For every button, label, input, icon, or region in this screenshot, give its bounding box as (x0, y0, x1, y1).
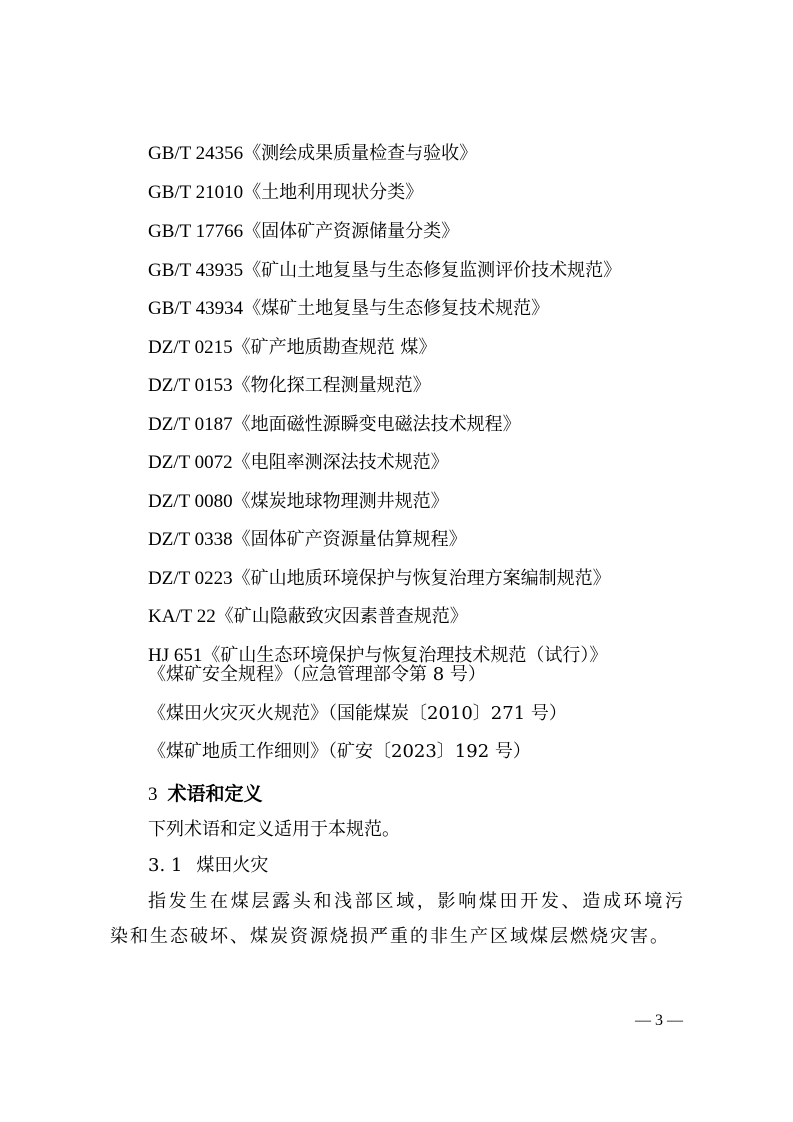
reference-title: 《矿山隐蔽致灾因素普查规范》 (215, 606, 468, 627)
term-heading (148, 848, 268, 884)
section-number: 3 (148, 784, 158, 805)
regulation-item: 《煤矿安全规程》（应急管理部令第 8 号） (148, 664, 486, 685)
reference-item (148, 522, 467, 558)
reference-code: DZ/T 0153 (148, 375, 233, 396)
reference-code: GB/T 43934 (148, 298, 244, 319)
reference-item (148, 136, 477, 172)
reference-item (148, 253, 621, 289)
regulation-item: 《煤矿地质工作细则》（矿安〔2023〕192 号） (148, 741, 531, 762)
reference-item (148, 330, 436, 366)
reference-title: 《地面磁性源瞬变电磁法技术规程》 (232, 414, 521, 435)
reference-title: 《矿产地质勘查规范 煤》 (232, 337, 437, 358)
reference-code: HJ 651 (148, 645, 203, 666)
reference-code: DZ/T 0223 (148, 568, 233, 589)
reference-code: GB/T 43935 (148, 260, 244, 281)
section-intro: 下列术语和定义适用于本规范。 (148, 819, 400, 840)
reference-title: 《土地利用现状分类》 (243, 182, 424, 203)
reference-code: KA/T 22 (148, 606, 216, 627)
term-definition: 指发生在煤层露头和浅部区域，影响煤田开发、造成环境污染和生态破坏、煤炭资源烧损严重的非生产区域煤层燃烧灾害。 (110, 891, 685, 947)
reference-item (148, 407, 521, 443)
reference-title: 《电阻率测深法技术规范》 (232, 452, 449, 473)
reference-code: GB/T 17766 (148, 221, 244, 242)
section-heading (148, 776, 263, 812)
reference-title: 《煤矿土地复垦与生态修复技术规范》 (243, 298, 550, 319)
reference-item (148, 175, 423, 211)
reference-code: DZ/T 0338 (148, 529, 233, 550)
reference-title: 《测绘成果质量检查与验收》 (243, 143, 478, 164)
reference-code: GB/T 21010 (148, 182, 244, 203)
reference-code: DZ/T 0215 (148, 337, 233, 358)
reference-item (148, 484, 449, 520)
page-number: — 3 — (635, 1012, 683, 1029)
reference-item (148, 561, 611, 597)
reference-title: 《矿山土地复垦与生态修复监测评价技术规范》 (243, 260, 622, 281)
reference-item (148, 214, 459, 250)
reference-code: DZ/T 0072 (148, 452, 233, 473)
reference-item (148, 599, 468, 635)
reference-title: 《矿山生态环境保护与恢复治理技术规范（试行）》 (202, 645, 608, 666)
reference-item (148, 291, 549, 327)
term-number: 3. 1 (148, 855, 183, 876)
reference-title: 《固体矿产资源量估算规程》 (232, 529, 467, 550)
reference-title: 《矿山地质环境保护与恢复治理方案编制规范》 (232, 568, 611, 589)
regulation-item: 《煤田火灾灭火规范》（国能煤炭〔2010〕271 号） (148, 703, 567, 724)
reference-code: DZ/T 0080 (148, 491, 233, 512)
term-title: 煤田火灾 (196, 855, 269, 876)
reference-item (148, 445, 449, 481)
section-title: 术语和定义 (167, 783, 263, 805)
reference-title: 《煤炭地球物理测井规范》 (232, 491, 449, 512)
reference-code: DZ/T 0187 (148, 414, 233, 435)
reference-item (148, 368, 431, 404)
reference-title: 《固体矿产资源储量分类》 (243, 221, 460, 242)
reference-code: GB/T 24356 (148, 143, 244, 164)
reference-title: 《物化探工程测量规范》 (232, 375, 431, 396)
